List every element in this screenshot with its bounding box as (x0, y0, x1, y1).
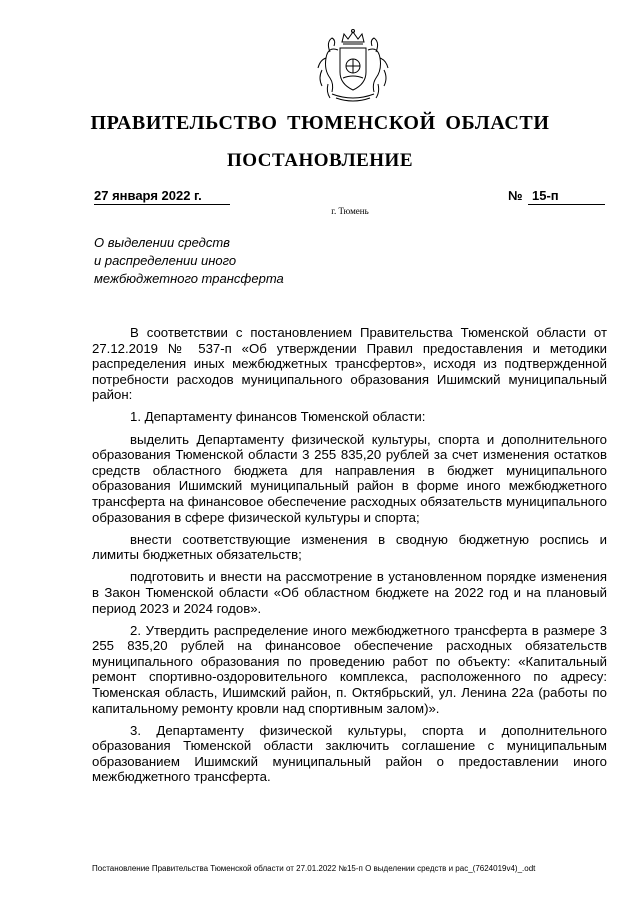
document-subject (94, 234, 284, 288)
body-paragraph-item-2: 2. Утвердить распределение иного межбюджетного трансферта в размере 3 255 835,20 рублей на финансовое обеспечение расходных обязательств муниципального образования по проведению работ по объекту: «Капитальный ремонт спортивно-оздоровительного комплекса, расположенного по адресу: Тюменская область, Ишимский район, п. Октябрьский, ул. Ленина 22а (работы по капитальному ремонту кровли над спортивным залом)». (92, 622, 607, 716)
body-paragraph-submit: подготовить и внести на рассмотрение в установленном порядке изменения в Закон Тюменской области «Об областном бюджете на 2022 год и на плановый период 2023 и 2024 годов». (92, 569, 607, 616)
government-title: ПРАВИТЕЛЬСТВО ТЮМЕНСКОЙ ОБЛАСТИ (90, 112, 550, 134)
document-type-title: ПОСТАНОВЛЕНИЕ (226, 150, 414, 171)
body-paragraph-amend: внести соответствующие изменения в сводную бюджетную роспись и лимиты бюджетных обязательств; (92, 531, 607, 563)
document-date: 27 января 2022 г. (94, 188, 230, 205)
subject-line: О выделении средств (94, 235, 230, 250)
page-footer: Постановление Правительства Тюменской области от 27.01.2022 №15-п О выделении средств и рас_(7624019v4)_.odt (92, 864, 536, 873)
document-body (92, 325, 607, 792)
body-paragraph-item-3: 3. Департаменту физической культуры, спорта и дополнительного образования Тюменской области заключить соглашение с муниципальным образованием Ишимский муниципальный район о предоставлении иного межбюджетного трансферта. (92, 722, 607, 785)
number-sign: № (508, 188, 523, 203)
subject-line: и распределении иного (94, 253, 237, 268)
document-city: г. Тюмень (331, 206, 369, 216)
coat-of-arms-icon (312, 28, 394, 102)
subject-line: межбюджетного трансферта (94, 271, 284, 286)
body-paragraph-preamble: В соответствии с постановлением Правительства Тюменской области от 27.12.2019 № 537-п «Об утверждении Правил предоставления и методики распределения иных межбюджетных трансфертов», исходя из подтвержденной потребности расходов муниципального образования Ишимский муниципальный район: (92, 325, 607, 403)
body-paragraph-item-1: 1. Департаменту финансов Тюменской области: (130, 409, 426, 425)
document-number: 15-п (528, 188, 605, 205)
body-paragraph-allocate: выделить Департаменту физической культуры, спорта и дополнительного образования Тюменской области 3 255 835,20 рублей за счет изменения остатков средств областного бюджета для направления в бюджет муниципального образования Ишимский муниципальный район в форме иного межбюджетного трансферта на финансовое обеспечение расходных обязательств муниципального образования в сфере физической культуры и спорта; (92, 431, 607, 525)
